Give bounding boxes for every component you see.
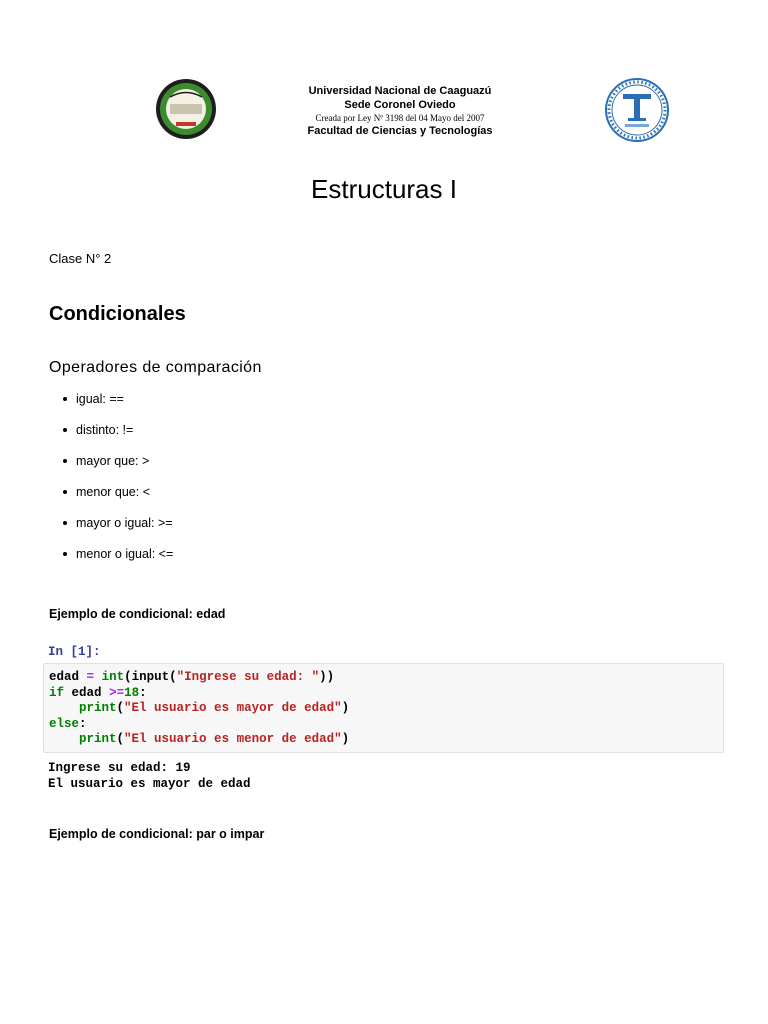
list-item: menor que: < xyxy=(49,483,173,514)
creation-law: Creada por Ley Nº 3198 del 04 Mayo del 2007 xyxy=(315,113,485,123)
cell-prompt: In [1]: xyxy=(48,645,101,659)
sede-name: Sede Coronel Oviedo xyxy=(344,99,456,111)
faculty-name: Facultad de Ciencias y Tecnologías xyxy=(307,125,493,137)
code-block: edad = int(input("Ingrese su edad: ")) if edad >=18: print("El usuario es mayor de edad") else: print("El usuario es menor de edad") xyxy=(49,670,350,746)
faculty-seal-icon xyxy=(601,78,673,142)
page-title: Estructuras I xyxy=(311,174,457,204)
class-number: Clase N° 2 xyxy=(49,251,112,266)
university-name: Universidad Nacional de Caaguazú xyxy=(308,85,492,97)
list-item: distinto: != xyxy=(49,421,173,452)
example-heading: Ejemplo de condicional: par o impar xyxy=(49,827,265,841)
subsection-heading: Operadores de comparación xyxy=(49,359,262,376)
document-header xyxy=(0,0,768,160)
section-heading: Condicionales xyxy=(49,303,186,325)
university-seal-icon xyxy=(150,78,222,140)
cell-output: Ingrese su edad: 19 El usuario es mayor de edad xyxy=(48,761,251,791)
code-cell[interactable] xyxy=(43,663,724,753)
list-item: mayor que: > xyxy=(49,452,173,483)
list-item: menor o igual: <= xyxy=(49,545,173,576)
list-item: mayor o igual: >= xyxy=(49,514,173,545)
university-info xyxy=(250,84,550,138)
example-heading: Ejemplo de condicional: edad xyxy=(49,607,226,621)
list-item: igual: == xyxy=(49,390,173,421)
operators-list xyxy=(49,390,173,576)
